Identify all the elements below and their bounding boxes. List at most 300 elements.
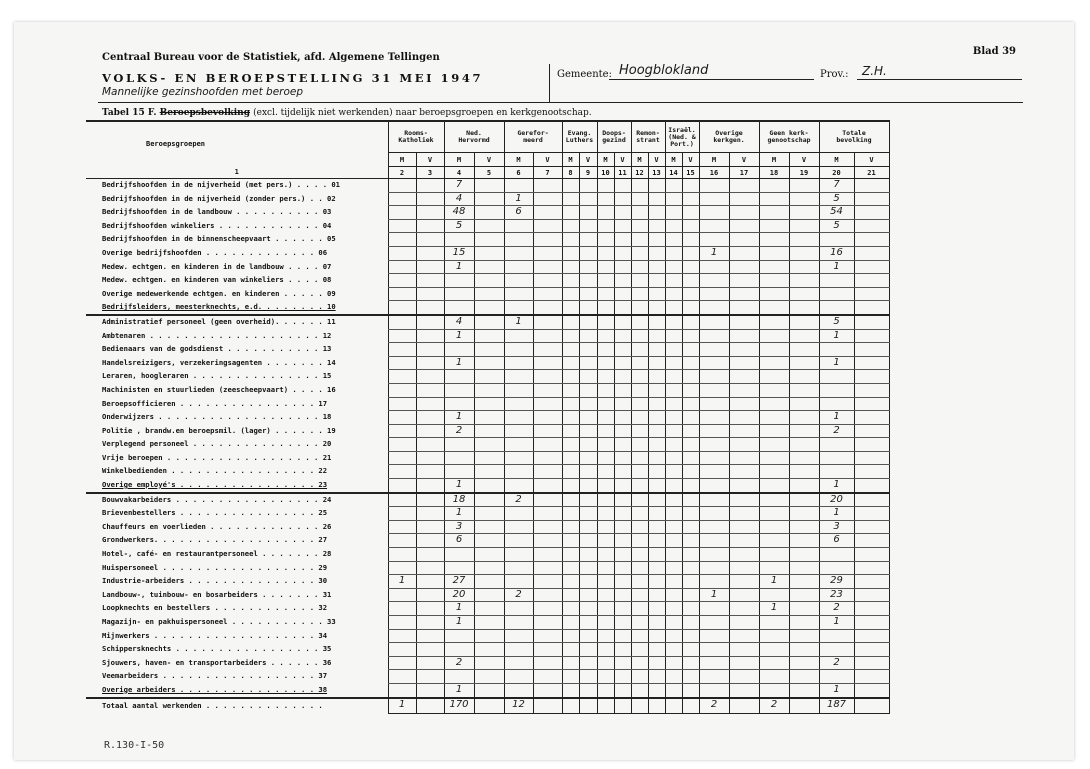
table-row: [86, 219, 889, 233]
column-header-religion: Remon- strant: [631, 121, 665, 153]
cell-col-12: [631, 315, 648, 329]
header-divider: [549, 64, 550, 102]
column-header-v: V: [648, 153, 665, 167]
cell-col-9: [579, 315, 597, 329]
column-header-religion: Totale bevolking: [819, 121, 889, 153]
cell-col-7: [533, 561, 562, 575]
cell-col-17: [729, 206, 759, 220]
cell-col-18: [759, 424, 789, 438]
cell-col-4: [444, 548, 474, 562]
column-number: 2: [388, 167, 416, 179]
cell-col-8: [562, 670, 579, 684]
cell-col-4: [444, 233, 474, 247]
total-row: [86, 698, 889, 714]
column-header-v: V: [854, 153, 889, 167]
column-header-m: M: [388, 153, 416, 167]
cell-col-21: [854, 507, 889, 521]
cell-col-6: [504, 370, 533, 384]
cell-col-5: [474, 451, 504, 465]
cell-col-16: [699, 465, 729, 479]
cell-col-12: [631, 616, 648, 630]
cell-col-13: [648, 301, 665, 315]
cell-col-20: 1: [819, 260, 854, 274]
cell-col-5: [474, 179, 504, 193]
cell-col-4: 15: [444, 246, 474, 260]
cell-col-8: [562, 561, 579, 575]
cell-col-14: [665, 219, 682, 233]
cell-col-18: [759, 356, 789, 370]
cell-col-7: [533, 698, 562, 714]
column-header-religion: Israël. (Ned. & Port.): [665, 121, 699, 153]
cell-col-17: [729, 602, 759, 616]
column-header-v: V: [474, 153, 504, 167]
province-value: Z.H.: [862, 64, 887, 78]
cell-col-13: [648, 246, 665, 260]
cell-col-12: [631, 548, 648, 562]
cell-col-13: [648, 520, 665, 534]
cell-col-3: [416, 246, 444, 260]
cell-col-21: [854, 643, 889, 657]
column-number: 6: [504, 167, 533, 179]
cell-col-21: [854, 465, 889, 479]
cell-col-11: [614, 383, 631, 397]
cell-col-4: [444, 301, 474, 315]
column-header-m: M: [819, 153, 854, 167]
cell-col-2: [388, 287, 416, 301]
cell-col-18: [759, 287, 789, 301]
cell-col-19: [789, 233, 819, 247]
cell-col-15: [682, 179, 699, 193]
cell-col-19: [789, 602, 819, 616]
cell-col-16: [699, 616, 729, 630]
row-label: Ambtenaren . . . . . . . . . . . . . . . . . . . . 12: [102, 330, 332, 340]
cell-col-6: [504, 575, 533, 589]
cell-col-5: [474, 192, 504, 206]
cell-col-11: [614, 219, 631, 233]
cell-col-21: [854, 451, 889, 465]
cell-col-12: [631, 206, 648, 220]
cell-col-2: [388, 451, 416, 465]
row-label: Verplegend personeel . . . . . . . . . . . . . . . 20: [102, 439, 332, 449]
cell-col-9: [579, 329, 597, 343]
cell-col-10: [597, 656, 614, 670]
cell-col-10: [597, 670, 614, 684]
cell-col-5: [474, 479, 504, 493]
cell-col-14: [665, 424, 682, 438]
column-header-m: M: [759, 153, 789, 167]
cell-col-20: [819, 465, 854, 479]
cell-col-8: [562, 260, 579, 274]
cell-col-2: [388, 616, 416, 630]
cell-col-19: [789, 329, 819, 343]
cell-col-2: [388, 683, 416, 697]
cell-col-14: [665, 670, 682, 684]
cell-col-11: [614, 616, 631, 630]
cell-col-10: [597, 629, 614, 643]
cell-col-7: [533, 479, 562, 493]
cell-col-12: [631, 465, 648, 479]
cell-col-15: [682, 588, 699, 602]
row-label: Bedrijfshoofden in de nijverheid (met pers.) . . . . 01: [102, 180, 340, 190]
cell-col-4: 27: [444, 575, 474, 589]
cell-col-13: [648, 479, 665, 493]
cell-col-10: [597, 219, 614, 233]
cell-col-9: [579, 616, 597, 630]
cell-col-17: [729, 534, 759, 548]
cell-col-6: [504, 329, 533, 343]
cell-col-12: [631, 602, 648, 616]
cell-col-12: [631, 575, 648, 589]
cell-col-3: [416, 192, 444, 206]
cell-col-4: 1: [444, 329, 474, 343]
cell-col-14: [665, 370, 682, 384]
cell-col-6: [504, 383, 533, 397]
row-label: Overige bedrijfshoofden . . . . . . . . . . . . . 06: [102, 247, 328, 257]
cell-col-17: [729, 479, 759, 493]
cell-col-7: [533, 683, 562, 697]
cell-col-6: [504, 479, 533, 493]
cell-col-21: [854, 370, 889, 384]
cell-col-13: [648, 179, 665, 193]
cell-col-6: [504, 179, 533, 193]
column-header-m: M: [562, 153, 579, 167]
cell-col-8: [562, 206, 579, 220]
cell-col-3: [416, 616, 444, 630]
cell-col-16: [699, 301, 729, 315]
cell-col-9: [579, 670, 597, 684]
cell-col-15: [682, 479, 699, 493]
cell-col-13: [648, 507, 665, 521]
table-row: [86, 356, 889, 370]
cell-col-8: [562, 179, 579, 193]
cell-col-7: [533, 329, 562, 343]
cell-col-17: [729, 219, 759, 233]
cell-col-12: [631, 356, 648, 370]
cell-col-6: [504, 548, 533, 562]
column-number: 7: [533, 167, 562, 179]
cell-col-17: [729, 575, 759, 589]
cell-col-2: [388, 179, 416, 193]
cell-col-16: [699, 493, 729, 507]
cell-col-16: [699, 575, 729, 589]
cell-col-9: [579, 343, 597, 357]
cell-col-21: [854, 287, 889, 301]
row-label: Vrije beroepen . . . . . . . . . . . . . . . . . . 21: [102, 452, 332, 462]
cell-col-18: 1: [759, 575, 789, 589]
table-row: [86, 206, 889, 220]
table-row: [86, 465, 889, 479]
cell-col-6: [504, 260, 533, 274]
cell-col-12: [631, 329, 648, 343]
cell-col-4: [444, 629, 474, 643]
cell-col-5: [474, 274, 504, 288]
cell-col-2: [388, 356, 416, 370]
cell-col-19: [789, 534, 819, 548]
row-label: Onderwijzers . . . . . . . . . . . . . . . . . . . 18: [102, 412, 332, 422]
row-label: Overige employé's . . . . . . . . . . . . . . . . 23: [86, 479, 388, 493]
cell-col-20: 1: [819, 411, 854, 425]
cell-col-14: [665, 438, 682, 452]
cell-col-14: [665, 301, 682, 315]
cell-col-7: [533, 274, 562, 288]
cell-col-11: [614, 246, 631, 260]
census-table: [86, 120, 890, 714]
cell-col-9: [579, 479, 597, 493]
column-header-m: M: [665, 153, 682, 167]
cell-col-8: [562, 451, 579, 465]
cell-col-5: [474, 643, 504, 657]
cell-col-9: [579, 698, 597, 714]
cell-col-10: [597, 179, 614, 193]
cell-col-20: 54: [819, 206, 854, 220]
table-row: [86, 656, 889, 670]
cell-col-21: [854, 397, 889, 411]
column-number: 13: [648, 167, 665, 179]
cell-col-15: [682, 287, 699, 301]
cell-col-4: [444, 343, 474, 357]
table-row: [86, 233, 889, 247]
cell-col-9: [579, 438, 597, 452]
cell-col-7: [533, 507, 562, 521]
cell-col-3: [416, 301, 444, 315]
bureau-name: Centraal Bureau voor de Statistiek, afd. Algemene Tellingen: [102, 52, 440, 63]
cell-col-15: [682, 233, 699, 247]
cell-col-14: [665, 479, 682, 493]
cell-col-19: [789, 616, 819, 630]
cell-col-5: [474, 548, 504, 562]
cell-col-13: [648, 548, 665, 562]
cell-col-11: [614, 575, 631, 589]
cell-col-21: [854, 698, 889, 714]
cell-col-16: [699, 479, 729, 493]
cell-col-19: [789, 301, 819, 315]
cell-col-2: [388, 548, 416, 562]
cell-col-4: [444, 383, 474, 397]
cell-col-11: [614, 656, 631, 670]
cell-col-3: [416, 315, 444, 329]
row-label: Schippersknechts . . . . . . . . . . . . . . . . . 35: [102, 644, 332, 654]
cell-col-8: [562, 246, 579, 260]
cell-col-20: 5: [819, 315, 854, 329]
column-number: 8: [562, 167, 579, 179]
cell-col-16: [699, 233, 729, 247]
column-number: 11: [614, 167, 631, 179]
cell-col-3: [416, 424, 444, 438]
cell-col-16: [699, 383, 729, 397]
cell-col-18: [759, 397, 789, 411]
cell-col-14: [665, 534, 682, 548]
cell-col-4: 5: [444, 219, 474, 233]
cell-col-14: [665, 179, 682, 193]
cell-col-20: 16: [819, 246, 854, 260]
cell-col-14: [665, 315, 682, 329]
cell-col-10: [597, 315, 614, 329]
table-title-struck: Beroepsbevolking: [159, 108, 250, 118]
column-number: 1: [86, 167, 388, 179]
cell-col-9: [579, 629, 597, 643]
cell-col-6: [504, 411, 533, 425]
cell-col-16: 2: [699, 698, 729, 714]
column-header-v: V: [789, 153, 819, 167]
cell-col-11: [614, 507, 631, 521]
cell-col-7: [533, 315, 562, 329]
header-rule: [98, 102, 1023, 103]
column-header-v: V: [682, 153, 699, 167]
cell-col-11: [614, 629, 631, 643]
row-label: Bedrijfshoofden in de landbouw . . . . . . . . . . 03: [102, 207, 332, 217]
cell-col-17: [729, 656, 759, 670]
cell-col-4: 2: [444, 656, 474, 670]
cell-col-11: [614, 287, 631, 301]
cell-col-2: [388, 411, 416, 425]
cell-col-14: [665, 616, 682, 630]
cell-col-13: [648, 438, 665, 452]
cell-col-4: [444, 397, 474, 411]
cell-col-5: [474, 520, 504, 534]
cell-col-6: [504, 629, 533, 643]
cell-col-7: [533, 643, 562, 657]
cell-col-19: [789, 411, 819, 425]
cell-col-10: [597, 507, 614, 521]
cell-col-19: [789, 315, 819, 329]
cell-col-18: [759, 493, 789, 507]
row-label: Bedrijfshoofden winkeliers . . . . . . . . . . . . 04: [102, 220, 332, 230]
cell-col-15: [682, 656, 699, 670]
cell-col-12: [631, 561, 648, 575]
cell-col-10: [597, 301, 614, 315]
cell-col-15: [682, 548, 699, 562]
cell-col-19: [789, 383, 819, 397]
cell-col-18: [759, 301, 789, 315]
cell-col-5: [474, 656, 504, 670]
cell-col-10: [597, 479, 614, 493]
cell-col-15: [682, 465, 699, 479]
cell-col-20: [819, 548, 854, 562]
cell-col-12: [631, 493, 648, 507]
cell-col-4: 2: [444, 424, 474, 438]
cell-col-13: [648, 683, 665, 697]
row-label: Leraren, hoogleraren . . . . . . . . . . . . . . . 15: [102, 371, 332, 381]
cell-col-11: [614, 534, 631, 548]
cell-col-9: [579, 206, 597, 220]
cell-col-16: 1: [699, 246, 729, 260]
column-number: 12: [631, 167, 648, 179]
cell-col-2: [388, 629, 416, 643]
cell-col-7: [533, 356, 562, 370]
cell-col-17: [729, 246, 759, 260]
cell-col-3: [416, 465, 444, 479]
table-row: [86, 370, 889, 384]
cell-col-16: [699, 206, 729, 220]
cell-col-7: [533, 602, 562, 616]
cell-col-16: [699, 507, 729, 521]
cell-col-11: [614, 274, 631, 288]
cell-col-8: [562, 315, 579, 329]
cell-col-5: [474, 329, 504, 343]
cell-col-12: [631, 507, 648, 521]
cell-col-6: [504, 233, 533, 247]
cell-col-3: [416, 370, 444, 384]
cell-col-5: [474, 370, 504, 384]
cell-col-18: [759, 411, 789, 425]
cell-col-10: [597, 370, 614, 384]
cell-col-20: 1: [819, 507, 854, 521]
cell-col-20: 23: [819, 588, 854, 602]
cell-col-7: [533, 287, 562, 301]
cell-col-11: [614, 683, 631, 697]
cell-col-21: [854, 301, 889, 315]
cell-col-10: [597, 192, 614, 206]
cell-col-3: [416, 260, 444, 274]
cell-col-2: [388, 397, 416, 411]
cell-col-4: 18: [444, 493, 474, 507]
cell-col-8: [562, 274, 579, 288]
cell-col-19: [789, 548, 819, 562]
cell-col-4: 1: [444, 616, 474, 630]
cell-col-18: 1: [759, 602, 789, 616]
cell-col-10: [597, 643, 614, 657]
cell-col-5: [474, 246, 504, 260]
cell-col-5: [474, 383, 504, 397]
cell-col-11: [614, 260, 631, 274]
cell-col-11: [614, 301, 631, 315]
cell-col-7: [533, 343, 562, 357]
cell-col-6: 12: [504, 698, 533, 714]
cell-col-16: [699, 179, 729, 193]
cell-col-7: [533, 233, 562, 247]
cell-col-21: [854, 219, 889, 233]
cell-col-17: [729, 616, 759, 630]
row-label: Medew. echtgen. en kinderen van winkeliers . . . . 08: [102, 275, 332, 285]
table-row: [86, 507, 889, 521]
cell-col-18: [759, 246, 789, 260]
cell-col-19: [789, 643, 819, 657]
row-label: Politie , brandw.en beroepsmil. (lager) . . . . . . 19: [102, 425, 336, 435]
cell-col-20: 2: [819, 656, 854, 670]
cell-col-16: [699, 370, 729, 384]
table-row: [86, 493, 889, 507]
cell-col-4: 4: [444, 315, 474, 329]
cell-col-5: [474, 698, 504, 714]
table-row: [86, 575, 889, 589]
cell-col-15: [682, 616, 699, 630]
cell-col-21: [854, 588, 889, 602]
cell-col-11: [614, 520, 631, 534]
cell-col-12: [631, 438, 648, 452]
row-label: Bedrijfshoofden in de binnenscheepvaart . . . . . . 05: [102, 234, 336, 244]
cell-col-20: [819, 629, 854, 643]
cell-col-15: [682, 370, 699, 384]
table-row: [86, 315, 889, 329]
cell-col-6: [504, 356, 533, 370]
cell-col-2: [388, 588, 416, 602]
cell-col-11: [614, 356, 631, 370]
cell-col-11: [614, 698, 631, 714]
cell-col-10: [597, 260, 614, 274]
cell-col-18: [759, 315, 789, 329]
cell-col-21: [854, 629, 889, 643]
cell-col-12: [631, 192, 648, 206]
cell-col-17: [729, 629, 759, 643]
cell-col-20: [819, 343, 854, 357]
cell-col-17: [729, 507, 759, 521]
cell-col-10: [597, 233, 614, 247]
cell-col-5: [474, 343, 504, 357]
cell-col-13: [648, 370, 665, 384]
table-row: [86, 411, 889, 425]
cell-col-20: [819, 287, 854, 301]
column-header-v: V: [416, 153, 444, 167]
